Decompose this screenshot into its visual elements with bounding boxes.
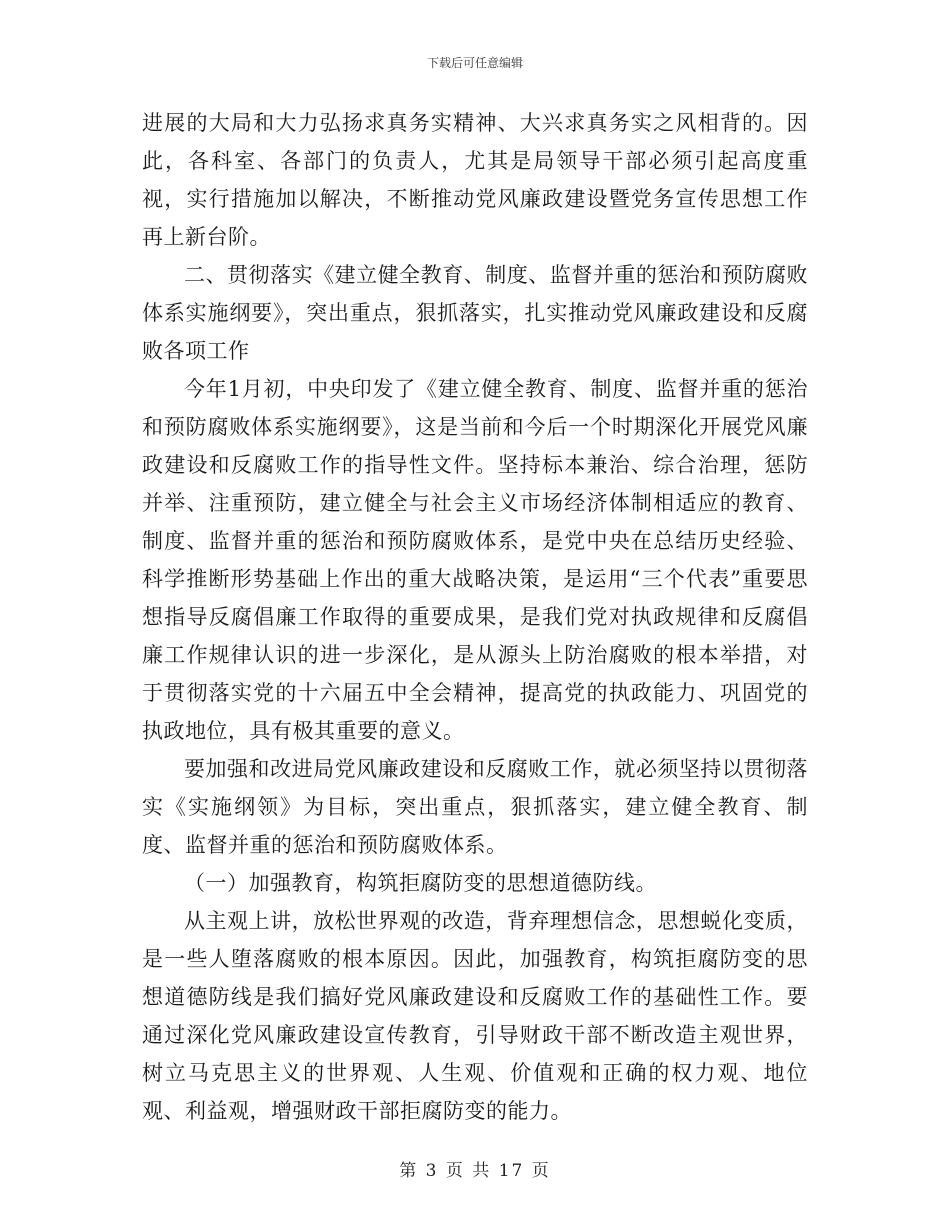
paragraph-requirements: 要加强和改进局党风廉政建设和反腐败工作，就必须坚持以贯彻落实《实施纲领》为目标，突出重点，狠抓落实，建立健全教育、制度、监督并重的惩治和预防腐败体系。	[142, 757, 808, 857]
paragraph-education: 从主观上讲，放松世界观的改造，背弃理想信念，思想蜕化变质，是一些人堕落腐败的根本原因。因此，加强教育，构筑拒腐防变的思想道德防线是我们搞好党风廉政建设和反腐败工作的基础性工作。要通过深化党风廉政建设宣传教育，引导财政干部不断改造主观世界，树立马克思主义的世界观、人生观、价值观和正确的权力观、地位观、利益观，增强财政干部拒腐防变的能力。	[142, 909, 808, 1123]
document-body	[142, 104, 808, 1130]
page-number: 第 3 页 共 17 页	[399, 1161, 551, 1181]
subsection-heading-one: （一）加强教育，构筑拒腐防变的思想道德防线。	[184, 871, 657, 895]
page-header-note: 下载后可任意编辑	[426, 56, 523, 70]
paragraph-outline-intro: 今年1月初，中央印发了《建立健全教育、制度、监督并重的惩治和预防腐败体系实施纲要》，这是当前和今后一个时期深化开展党风廉政建设和反腐败工作的指导性文件。坚持标本兼治、综合治理，惩防并举、注重预防，建立健全与社会主义市场经济体制相适应的教育、制度、监督并重的惩治和预防腐败体系，是党中央在总结历史经验、科学推断形势基础上作出的重大战略决策，是运用“三个代表”重要思想指导反腐倡廉工作取得的重要成果，是我们党对执政规律和反腐倡廉工作规律认识的进一步深化，是从源头上防治腐败的根本举措，对于贯彻落实党的十六届五中全会精神，提高党的执政能力、巩固党的执政地位，具有极其重要的意义。	[142, 377, 808, 743]
paragraph-continuation: 进展的大局和大力弘扬求真务实精神、大兴求真务实之风相背的。因此，各科室、各部门的负责人，尤其是局领导干部必须引起高度重视，实行措施加以解决，不断推动党风廉政建设暨党务宣传思想工作再上新台阶。	[142, 111, 808, 249]
section-heading-two: 二、贯彻落实《建立健全教育、制度、监督并重的惩治和预防腐败体系实施纲要》，突出重点，狠抓落实，扎实推动党风廉政建设和反腐败各项工作	[142, 263, 808, 363]
